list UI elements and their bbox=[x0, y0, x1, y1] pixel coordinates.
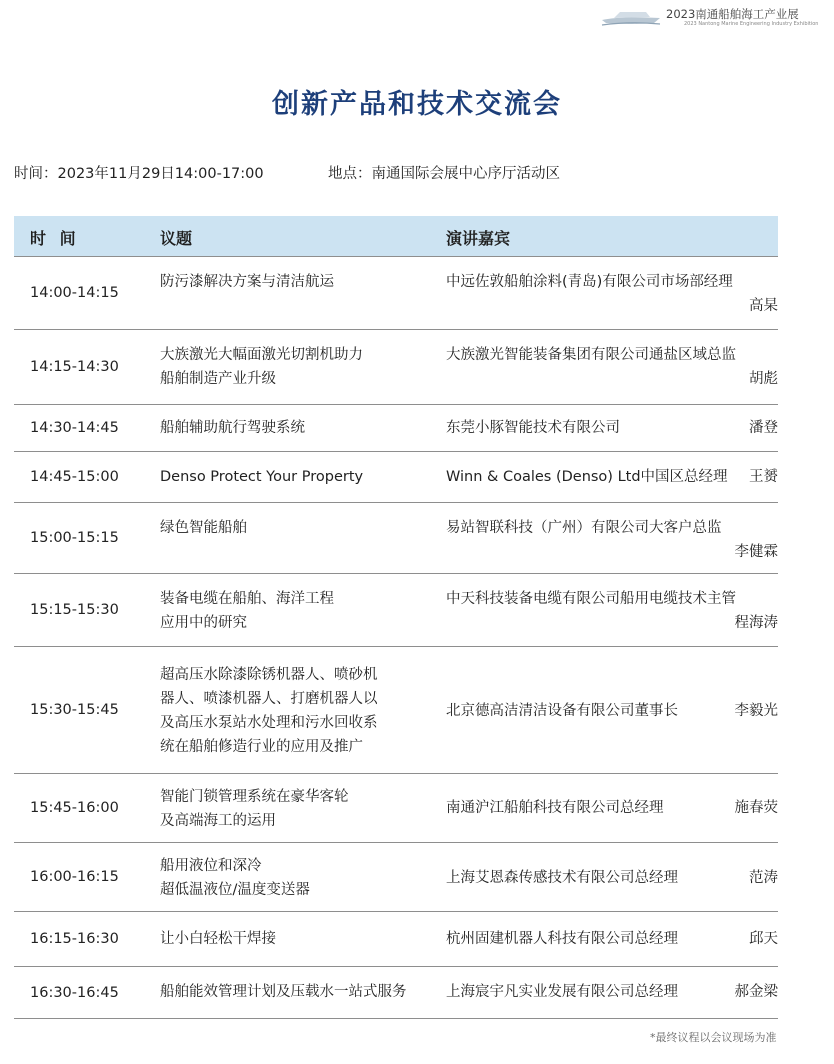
event-time: 时间：2023年11月29日14:00-17:00 bbox=[14, 166, 264, 182]
speaker-name: 胡彪 bbox=[749, 371, 778, 387]
footnote: *最终议程以会议现场为准 bbox=[650, 1031, 777, 1044]
logo-title-cn: 2023南通船舶海工产业展 bbox=[666, 7, 799, 21]
session-time: 15:00-15:15 bbox=[30, 530, 119, 546]
table-row bbox=[14, 405, 778, 452]
session-topic-line: 让小白轻松干焊接 bbox=[160, 931, 276, 947]
agenda-table bbox=[14, 216, 778, 1019]
session-time: 14:00-14:15 bbox=[30, 285, 119, 301]
session-topic bbox=[160, 587, 334, 635]
speaker-name: 潘登 bbox=[749, 420, 778, 436]
table-row bbox=[14, 647, 778, 774]
session-topic bbox=[160, 854, 310, 902]
speaker-name: 施春荧 bbox=[734, 800, 778, 816]
session-topic-line: 及高压水泵站水处理和污水回收系 bbox=[160, 715, 378, 731]
session-topic bbox=[160, 516, 247, 540]
session-topic-line: 船舶制造产业升级 bbox=[160, 371, 276, 387]
ship-logo-icon bbox=[600, 6, 662, 28]
speaker-name: 高杲 bbox=[749, 298, 778, 314]
header-speaker: 演讲嘉宾 bbox=[446, 229, 511, 248]
session-topic-line: 及高端海工的运用 bbox=[160, 813, 276, 829]
table-row bbox=[14, 452, 778, 503]
session-topic-line: 装备电缆在船舶、海洋工程 bbox=[160, 591, 334, 607]
speaker-name: 郝金梁 bbox=[734, 984, 778, 1000]
speaker-name: 李健霖 bbox=[734, 544, 778, 560]
session-time: 14:45-15:00 bbox=[30, 469, 119, 485]
speaker-organization: 中天科技装备电缆有限公司船用电缆技术主管 bbox=[446, 591, 736, 607]
session-topic bbox=[160, 465, 363, 489]
session-time: 15:30-15:45 bbox=[30, 702, 119, 718]
speaker-name: 李毅光 bbox=[734, 703, 778, 719]
speaker-organization: 上海宸宇凡实业发展有限公司总经理 bbox=[446, 984, 678, 1000]
session-topic bbox=[160, 416, 305, 440]
session-time: 14:30-14:45 bbox=[30, 420, 119, 436]
table-row bbox=[14, 256, 778, 330]
session-topic bbox=[160, 980, 407, 1004]
speaker-organization: 南通沪江船舶科技有限公司总经理 bbox=[446, 800, 664, 816]
table-row bbox=[14, 503, 778, 574]
table-row bbox=[14, 330, 778, 405]
session-time: 15:15-15:30 bbox=[30, 602, 119, 618]
session-topic-line: 统在船舶修造行业的应用及推广 bbox=[160, 739, 363, 755]
speaker-organization: 大族激光智能装备集团有限公司通盐区域总监 bbox=[446, 347, 736, 363]
table-row bbox=[14, 912, 778, 967]
speaker-organization: 北京德高洁清洁设备有限公司董事长 bbox=[446, 703, 678, 719]
speaker-name: 范涛 bbox=[749, 870, 778, 886]
speaker-name: 邱天 bbox=[749, 931, 778, 947]
speaker-organization: Winn & Coales (Denso) Ltd中国区总经理 bbox=[446, 469, 728, 485]
session-topic-line: 船舶能效管理计划及压载水一站式服务 bbox=[160, 984, 407, 1000]
session-time: 16:30-16:45 bbox=[30, 984, 119, 1001]
speaker-organization: 易站智联科技（广州）有限公司大客户总监 bbox=[446, 520, 722, 536]
session-topic bbox=[160, 663, 378, 759]
session-topic-line: Denso Protect Your Property bbox=[160, 469, 364, 485]
session-time: 16:00-16:15 bbox=[30, 869, 119, 885]
table-row bbox=[14, 774, 778, 843]
speaker-organization: 东莞小豚智能技术有限公司 bbox=[446, 420, 620, 436]
header-time: 时 间 bbox=[30, 229, 80, 248]
session-topic-line: 器人、喷漆机器人、打磨机器人以 bbox=[160, 691, 378, 707]
session-topic-line: 绿色智能船舶 bbox=[160, 520, 247, 536]
session-topic-line: 大族激光大幅面激光切割机助力 bbox=[160, 347, 363, 363]
session-time: 14:15-14:30 bbox=[30, 359, 119, 375]
speaker-organization: 上海艾恩森传感技术有限公司总经理 bbox=[446, 870, 678, 886]
session-topic-line: 船舶辅助航行驾驶系统 bbox=[160, 420, 305, 436]
session-topic-line: 超高压水除漆除锈机器人、喷砂机 bbox=[160, 667, 378, 683]
event-location: 地点：南通国际会展中心序厅活动区 bbox=[328, 166, 560, 182]
session-topic bbox=[160, 270, 334, 294]
session-time: 15:45-16:00 bbox=[30, 800, 119, 816]
table-row bbox=[14, 843, 778, 912]
page-title: 创新产品和技术交流会 bbox=[272, 89, 562, 120]
speaker-organization: 杭州固建机器人科技有限公司总经理 bbox=[446, 931, 678, 947]
session-topic-line: 应用中的研究 bbox=[160, 615, 247, 631]
speaker-name: 程海涛 bbox=[734, 615, 778, 631]
session-topic bbox=[160, 785, 349, 833]
table-row bbox=[14, 967, 778, 1019]
speaker-name: 王赟 bbox=[749, 469, 778, 485]
table-row bbox=[14, 574, 778, 647]
session-topic bbox=[160, 343, 363, 391]
session-time: 16:15-16:30 bbox=[30, 931, 119, 947]
session-topic-line: 智能门锁管理系统在豪华客轮 bbox=[160, 789, 349, 805]
logo-title-en: 2023 Nantong Marine Engineering Industry Exhibition bbox=[684, 21, 819, 27]
speaker-organization: 中远佐敦船舶涂料(青岛)有限公司市场部经理 bbox=[446, 274, 733, 290]
session-topic-line: 船用液位和深冷 bbox=[160, 858, 262, 874]
session-topic-line: 防污漆解决方案与清洁航运 bbox=[160, 274, 334, 290]
header-topic: 议题 bbox=[160, 229, 193, 248]
agenda-table-header bbox=[14, 216, 778, 256]
exhibition-logo bbox=[600, 4, 818, 30]
session-topic bbox=[160, 927, 276, 951]
session-topic-line: 超低温液位/温度变送器 bbox=[160, 882, 310, 898]
agenda-rows bbox=[14, 256, 778, 1019]
